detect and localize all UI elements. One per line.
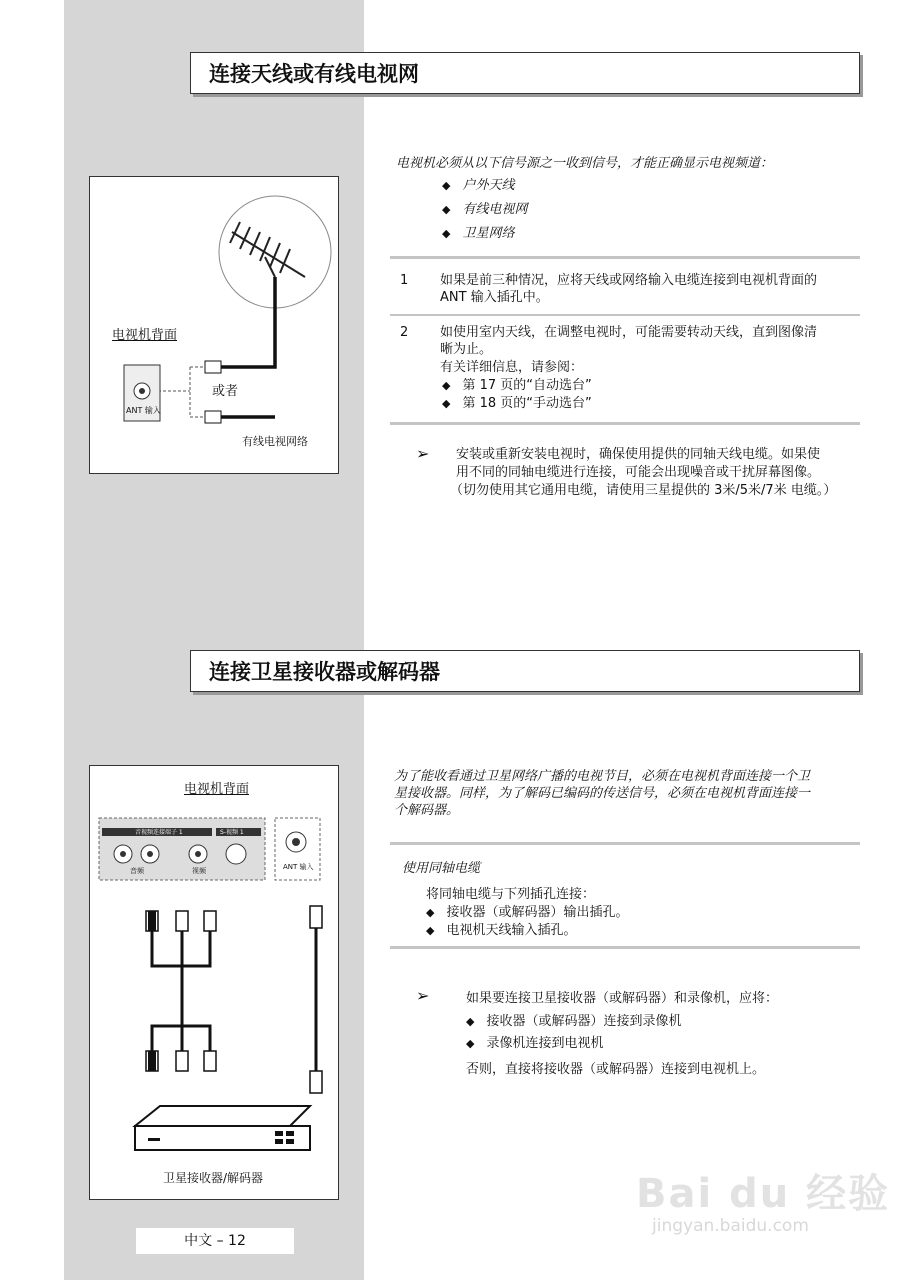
diamond-icon: ◆ — [466, 1015, 475, 1028]
diamond-icon: ◆ — [426, 906, 435, 919]
step1-text-b: ANT 输入插孔中。 — [440, 290, 549, 305]
divider — [390, 256, 860, 259]
fig1-tv-back-label: 电视机背面 — [112, 328, 178, 343]
ref-item — [442, 377, 592, 394]
note-arrow-icon: ➢ — [416, 444, 430, 463]
source-item — [442, 225, 514, 242]
note2-text-a: 如果要连接卫星接收器（或解码器）和录像机，应将： — [466, 991, 779, 1006]
fig2-audio-label: 音频 — [130, 867, 144, 875]
note-item — [466, 1013, 681, 1030]
diamond-icon: ◆ — [442, 397, 451, 410]
coax-item-label: 接收器（或解码器）输出插孔。 — [446, 905, 629, 920]
fig1-ant-in-label: ANT 输入 — [126, 406, 161, 415]
divider — [390, 314, 860, 316]
section1-title: 连接天线或有线电视网 — [190, 52, 860, 94]
source-label: 卫星网络 — [462, 226, 515, 241]
section2-title: 连接卫星接收器或解码器 — [190, 650, 860, 692]
watermark-url: jingyan.baidu.com — [652, 1216, 809, 1236]
diamond-icon: ◆ — [442, 179, 451, 192]
source-item — [442, 201, 527, 218]
coax-text: 将同轴电缆与下列插孔连接： — [426, 887, 596, 902]
note-arrow-icon: ➢ — [416, 986, 430, 1005]
page-number: 中文 – 12 — [136, 1228, 294, 1254]
ref-item — [442, 395, 592, 412]
note-item-label: 录像机连接到电视机 — [486, 1036, 604, 1051]
step2-text-b: 晰为止。 — [440, 342, 493, 357]
diamond-icon: ◆ — [442, 203, 451, 216]
receiver-diagram — [90, 766, 340, 1201]
source-item — [442, 177, 514, 194]
note1-text-b: 用不同的同轴电缆进行连接，可能会出现噪音或干扰屏幕图像。 — [456, 465, 821, 480]
fig2-tv-back-label: 电视机背面 — [184, 782, 250, 797]
coax-item-label: 电视机天线输入插孔。 — [446, 923, 577, 938]
diamond-icon: ◆ — [426, 924, 435, 937]
source-label: 户外天线 — [462, 178, 515, 193]
step1-text-a: 如果是前三种情况，应将天线或网络输入电缆连接到电视机背面的 — [440, 273, 818, 288]
antenna-figure — [89, 176, 339, 474]
diamond-icon: ◆ — [442, 227, 451, 240]
note1-text-c: （切勿使用其它通用电缆，请使用三星提供的 3米/5米/7米 电缆。） — [450, 483, 837, 498]
receiver-figure — [89, 765, 339, 1200]
source-label: 有线电视网 — [462, 202, 528, 217]
antenna-diagram — [90, 177, 340, 475]
section2-intro-a: 为了能收看通过卫星网络广播的电视节目，必须在电视机背面连接一个卫 — [394, 769, 811, 784]
coax-heading: 使用同轴电缆 — [402, 861, 481, 876]
coax-item — [426, 922, 576, 939]
ref-label: 第 17 页的“自动选台” — [462, 378, 592, 393]
fig1-cable-network-label: 有线电视网络 — [242, 435, 308, 448]
section2-intro-b: 星接收器。同样，为了解码已编码的传送信号，必须在电视机背面连接一 — [394, 786, 811, 801]
step2-text-c: 有关详细信息，请参阅： — [440, 360, 584, 375]
divider — [390, 946, 860, 949]
step1-number: 1 — [400, 273, 409, 288]
fig2-receiver-label: 卫星接收器/解码器 — [163, 1171, 264, 1185]
fig1-or-label: 或者 — [212, 384, 239, 399]
diamond-icon: ◆ — [466, 1037, 475, 1050]
fig2-ant-in-label: ANT 输入 — [283, 863, 314, 871]
note2-text-b: 否则，直接将接收器（或解码器）连接到电视机上。 — [466, 1062, 766, 1077]
fig2-svideo-label: S-视频 1 — [220, 829, 244, 836]
note1-text-a: 安装或重新安装电视时，确保使用提供的同轴天线电缆。如果使 — [456, 447, 821, 462]
section2-intro-c: 个解码器。 — [394, 803, 460, 818]
fig2-video-label: 视频 — [192, 867, 206, 875]
note-item-label: 接收器（或解码器）连接到录像机 — [486, 1014, 682, 1029]
step2-number: 2 — [400, 325, 409, 340]
diamond-icon: ◆ — [442, 379, 451, 392]
section1-intro: 电视机必须从以下信号源之一收到信号，才能正确显示电视频道： — [396, 156, 774, 171]
note-item — [466, 1035, 603, 1052]
divider — [390, 842, 860, 845]
coax-item — [426, 904, 628, 921]
fig2-av-in-label: 音视频连接端子 1 — [135, 829, 183, 836]
watermark-brand: Bai du 经验 — [636, 1171, 891, 1217]
ref-label: 第 18 页的“手动选台” — [462, 396, 592, 411]
divider — [390, 422, 860, 425]
step2-text-a: 如使用室内天线，在调整电视时，可能需要转动天线，直到图像清 — [440, 325, 818, 340]
